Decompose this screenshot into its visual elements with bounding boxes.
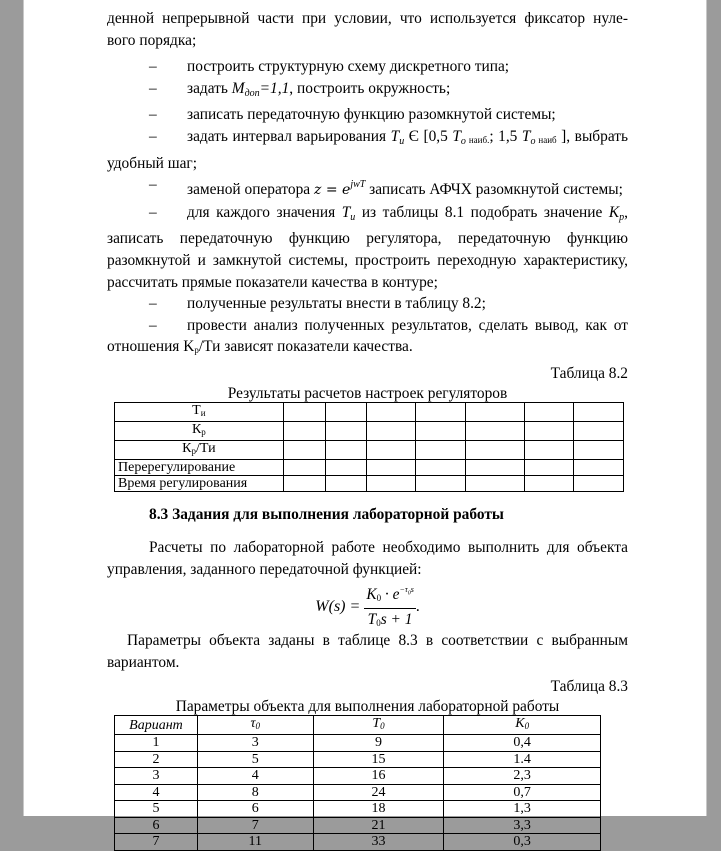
table-cell: 1.4 xyxy=(444,751,601,768)
table-cell: 18 xyxy=(313,801,444,818)
intro-line-2: вого порядка; xyxy=(107,31,197,49)
table-cell: 4 xyxy=(197,768,313,785)
table-cell: 9 xyxy=(313,735,444,752)
table-cell: 0,3 xyxy=(444,834,601,851)
dash-bullet: – xyxy=(149,295,157,313)
empty-cell xyxy=(366,421,416,440)
table-cell: 0,4 xyxy=(444,735,601,752)
empty-cell xyxy=(366,475,416,491)
table-row xyxy=(115,768,601,785)
dash-bullet: – xyxy=(149,176,157,194)
column-header: $T_0$ xyxy=(313,716,444,735)
empty-cell xyxy=(416,421,466,440)
section-heading: 8.3 Задания для выполнения лабораторной работы xyxy=(149,505,504,523)
empty-cell xyxy=(366,459,416,475)
results-table xyxy=(114,402,624,492)
table-row xyxy=(115,834,601,851)
table-cell: 24 xyxy=(313,784,444,801)
empty-cell xyxy=(574,475,624,491)
row-label: Время регулирования xyxy=(115,475,284,491)
table-cell: 7 xyxy=(197,817,313,834)
table-8-3-number: Таблица 8.3 xyxy=(550,678,628,696)
table-cell: 33 xyxy=(313,834,444,851)
dash-bullet: – xyxy=(149,58,157,76)
table-cell: 2,3 xyxy=(444,768,601,785)
transfer-function-formula: W(s) = $\frac{K_0 \cdot e^{-\tau_0s}}{T_0s + 1}$ . xyxy=(107,580,628,630)
table-cell: 21 xyxy=(313,817,444,834)
table-row xyxy=(115,735,601,752)
empty-cell xyxy=(283,421,325,440)
empty-cell xyxy=(466,421,524,440)
empty-cell xyxy=(524,475,574,491)
table-cell: 3,3 xyxy=(444,817,601,834)
table-8-2-number: Таблица 8.2 xyxy=(550,364,628,382)
table-row xyxy=(115,751,601,768)
dash-bullet: – xyxy=(149,127,157,145)
empty-cell xyxy=(524,440,574,459)
empty-cell xyxy=(283,402,325,421)
empty-cell xyxy=(466,459,524,475)
header-row xyxy=(115,716,601,735)
empty-cell xyxy=(325,459,366,475)
table-cell: 5 xyxy=(197,751,313,768)
empty-cell xyxy=(416,440,466,459)
document-page xyxy=(23,0,707,850)
list-item: – полученные результаты внести в таблицу 8.2; xyxy=(107,293,628,315)
row-label: Перерегулирование xyxy=(115,459,284,475)
dash-bullet: – xyxy=(149,79,157,97)
list-item: – задать интервал варьирования $T_и$ Є [0,5 $T_о$ $_{наиб.}$; 1,5 $T_о$ $_{наиб}$ ], выбрать удобный шаг; xyxy=(107,127,628,172)
table-cell: 8 xyxy=(197,784,313,801)
table-cell: 2 xyxy=(115,751,198,768)
table-8-3-caption: Параметры объекта для выполнения лабораторной работы xyxy=(175,698,560,716)
table-cell: 0,7 xyxy=(444,784,601,801)
table-cell: 16 xyxy=(313,768,444,785)
empty-cell xyxy=(283,475,325,491)
table-row xyxy=(115,475,624,491)
row-label: $Т_и$ xyxy=(115,402,284,421)
empty-cell xyxy=(325,475,366,491)
table-cell: 1,3 xyxy=(444,801,601,818)
empty-cell xyxy=(574,440,624,459)
empty-cell xyxy=(524,459,574,475)
dash-bullet: – xyxy=(149,106,157,124)
list-item: – для каждого значения $T_и$ из таблицы 8.1 подобрать значение $K_р$, записать передаточную функцию регулятора, передаточную функцию разомкнутой и замкнутой системы, простроить переходную характеристику, рассчитать прямые показатели качества в контуре; xyxy=(107,203,628,291)
dash-bullet: – xyxy=(149,203,157,221)
empty-cell xyxy=(466,440,524,459)
column-header: Вариант xyxy=(115,716,198,735)
empty-cell xyxy=(466,402,524,421)
table-cell: 7 xyxy=(115,834,198,851)
table-cell: 1 xyxy=(115,735,198,752)
empty-cell xyxy=(366,440,416,459)
table-row xyxy=(115,440,624,459)
empty-cell xyxy=(325,421,366,440)
empty-cell xyxy=(366,402,416,421)
table-row xyxy=(115,801,601,818)
empty-cell xyxy=(574,402,624,421)
intro-line-1: денной непрерывной части при условии, что используется фиксатор нуле- xyxy=(107,10,628,27)
formula-fraction: $\frac{K_0 \cdot e^{-\tau_0s}}{T_0s + 1}$ xyxy=(364,580,416,634)
empty-cell xyxy=(325,402,366,421)
table-cell: 5 xyxy=(115,801,198,818)
table-row xyxy=(115,421,624,440)
column-header: $\tau_0$ xyxy=(197,716,313,735)
empty-cell xyxy=(574,459,624,475)
list-item: – задать $M_{доп}=1,1$, построить окружность; xyxy=(149,79,451,99)
list-item: – записать передаточную функцию разомкнутой системы; xyxy=(107,104,628,126)
table-row xyxy=(115,784,601,801)
table-cell: 3 xyxy=(197,735,313,752)
dash-bullet: – xyxy=(149,316,157,334)
empty-cell xyxy=(283,459,325,475)
page-content xyxy=(107,8,628,851)
section-paragraph-1: Расчеты по лабораторной работе необходимо выполнить для объекта управления, заданного передаточной функцией: xyxy=(107,539,628,578)
table-row xyxy=(115,817,601,834)
table-cell: 6 xyxy=(197,801,313,818)
table-cell: 4 xyxy=(115,784,198,801)
empty-cell xyxy=(466,475,524,491)
table-row xyxy=(115,402,624,421)
empty-cell xyxy=(416,459,466,475)
empty-cell xyxy=(416,475,466,491)
row-label: $К_р$ xyxy=(115,421,284,440)
empty-cell xyxy=(283,440,325,459)
object-parameters-table xyxy=(114,715,601,851)
table-cell: 15 xyxy=(313,751,444,768)
table-8-2-caption: Результаты расчетов настроек регуляторов xyxy=(227,384,508,402)
row-label: $К_р/Ти$ xyxy=(115,440,284,459)
list-item: – провести анализ полученных результатов, сделать вывод, как от отношения $K_р/Ти$ зависят показатели качества. xyxy=(107,316,628,356)
table-row xyxy=(115,459,624,475)
column-header: $K_0$ xyxy=(444,716,601,735)
empty-cell xyxy=(524,421,574,440)
table-cell: 3 xyxy=(115,768,198,785)
empty-cell xyxy=(416,402,466,421)
table-cell: 6 xyxy=(115,817,198,834)
list-item: – заменой оператора $z = e^{jwT}$ записать АФЧХ разомкнутой системы; xyxy=(149,176,623,199)
table-cell: 11 xyxy=(197,834,313,851)
empty-cell xyxy=(524,402,574,421)
empty-cell xyxy=(574,421,624,440)
list-item: – построить структурную схему дискретного типа; xyxy=(107,56,628,78)
section-paragraph-2: Параметры объекта заданы в таблице 8.3 в соответствии с выбранным вариантом. xyxy=(107,632,628,671)
empty-cell xyxy=(325,440,366,459)
